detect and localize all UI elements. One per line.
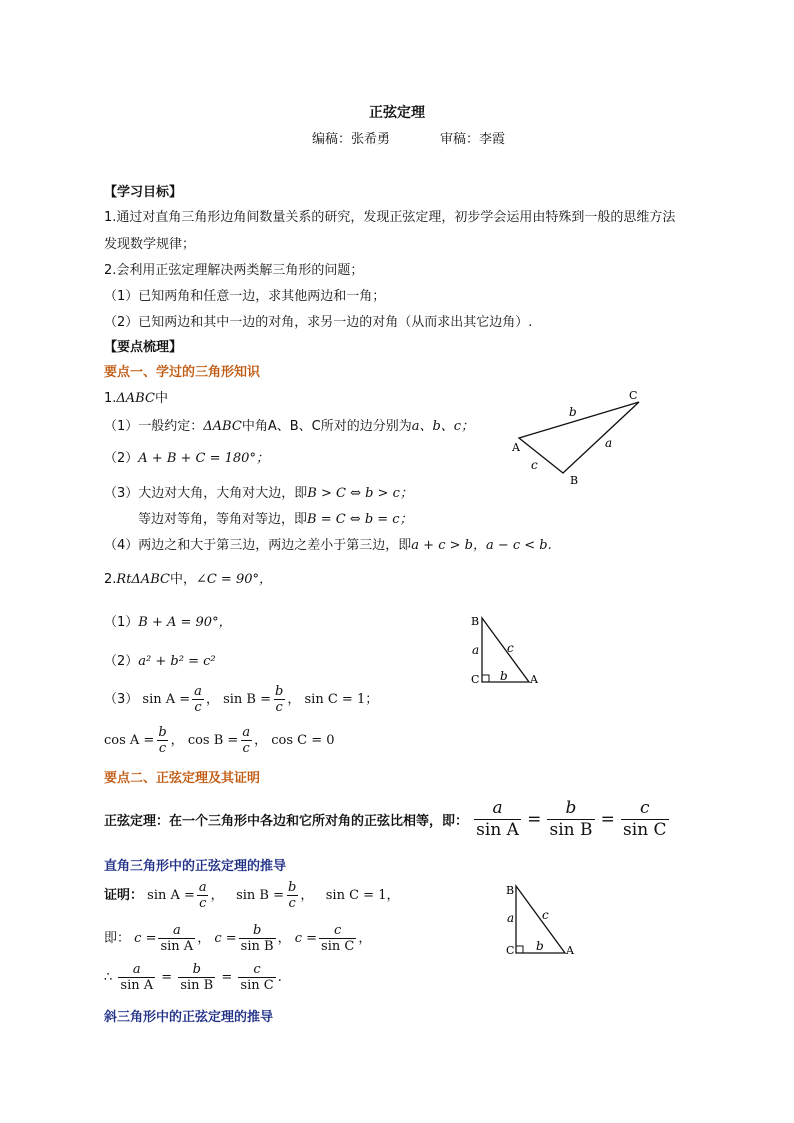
- triangle-figure-right-2: [500, 878, 585, 962]
- tri3-side-b: b: [536, 939, 544, 953]
- proof-line-2: 即： c = $\frac{a}{\text{sin A}}$ ， c = $\frac{b}{\text{sin B}}$ ， c = $\frac{c}{\text{sin C}}$ ，: [104, 923, 372, 954]
- tri2-label-C: C: [471, 673, 480, 686]
- item2: 2.RtΔABC中，∠C = 90°，: [104, 572, 272, 587]
- right-triangle-derivation-heading: 直角三角形中的正弦定理的推导: [104, 859, 287, 874]
- proof-line-1: 证明： sin A = $\frac{a}{c}$ ， sin B = $\frac{b}{c}$ ， sin C = 1，: [104, 880, 400, 911]
- triangle-figure-right-1: [465, 610, 545, 690]
- fact-2: （2）A + B + C = 180°；: [104, 451, 269, 466]
- fact-3b: 等边对等角，等角对等边，即B = C ⇔ b = c；: [138, 512, 413, 527]
- right-fact-1: （1）B + A = 90°，: [104, 615, 232, 630]
- tri1-label-A: A: [512, 441, 520, 454]
- proof-line-3: ∴ $\frac{a}{\text{sin A}}$ = $\frac{b}{\text{sin B}}$ = $\frac{c}{\text{sin C}}$ .: [104, 962, 282, 993]
- tri2-label-A: A: [530, 673, 538, 686]
- page-title: 正弦定理: [369, 105, 425, 121]
- tri3-side-c: c: [542, 908, 549, 922]
- tri1-side-a: a: [605, 436, 613, 450]
- goals-heading: 【学习目标】: [104, 185, 183, 200]
- oblique-triangle-derivation-heading: 斜三角形中的正弦定理的推导: [104, 1010, 274, 1025]
- tri3-label-C: C: [506, 944, 515, 957]
- tri2-side-b: b: [500, 669, 508, 683]
- fact-3: （3）大边对大角，大角对大边，即B > C ⇔ b > c；: [104, 486, 413, 501]
- cos-facts: cos A = $\frac{b}{c}$ ， cos B = $\frac{a}{c}$ ， cos C = 0: [104, 725, 335, 756]
- goal-line-4: （2）已知两边和其中一边的对角，求另一边的对角（从而求出其它边角）.: [104, 315, 533, 330]
- goal-line-3: （1）已知两角和任意一边，求其他两边和一角；: [104, 289, 386, 304]
- tri1-side-b: b: [569, 405, 577, 419]
- tri1-side-c: c: [531, 458, 538, 472]
- right-angle-mark-1: [482, 675, 489, 682]
- goal-line-1a: 1.通过对直角三角形边角间数量关系的研究，发现正弦定理，初步学会运用由特殊到一般的思维方法: [104, 210, 676, 225]
- point1-heading: 要点一、学过的三角形知识: [104, 365, 261, 380]
- summary-heading: 【要点梳理】: [104, 340, 183, 355]
- editor-credit: 编稿：张希勇: [312, 132, 391, 147]
- goal-line-1b: 发现数学规律；: [104, 237, 196, 252]
- tri2-label-B: B: [471, 615, 480, 628]
- fact-4: （4）两边之和大于第三边，两边之差小于第三边，即a + c > b，a − c < b.: [104, 538, 552, 553]
- law-of-sines: 正弦定理：在一个三角形中各边和它所对角的正弦比相等，即： $\frac{a}{\text{sin A}}$ = $\frac{b}{\text{sin B}}$ = $\frac{c}{\text{sin C}}$: [104, 798, 667, 840]
- tri1-label-C: C: [629, 389, 638, 402]
- right-fact-2: （2）a² + b² = c²: [104, 654, 216, 669]
- tri3-label-A: A: [566, 944, 574, 957]
- tri1-label-B: B: [570, 474, 579, 487]
- tri2-side-a: a: [472, 643, 480, 657]
- goal-line-2: 2.会利用正弦定理解决两类解三角形的问题；: [104, 263, 364, 278]
- right-fact-3: （3） sin A = $\frac{a}{c}$ ， sin B = $\frac{b}{c}$ ， sin C = 1；: [104, 684, 379, 715]
- reviewer-credit: 审稿：李霞: [440, 132, 506, 147]
- item1: 1.ΔABC中: [104, 391, 168, 406]
- triangle-figure-general: [505, 385, 655, 490]
- point2-heading: 要点二、正弦定理及其证明: [104, 771, 261, 786]
- tri3-side-a: a: [507, 911, 515, 925]
- right-angle-mark-2: [516, 946, 523, 953]
- fact-1: （1）一般约定：ΔABC中角A、B、C所对的边分别为a、b、c；: [104, 419, 475, 434]
- tri3-label-B: B: [506, 884, 515, 897]
- tri2-side-c: c: [507, 641, 514, 655]
